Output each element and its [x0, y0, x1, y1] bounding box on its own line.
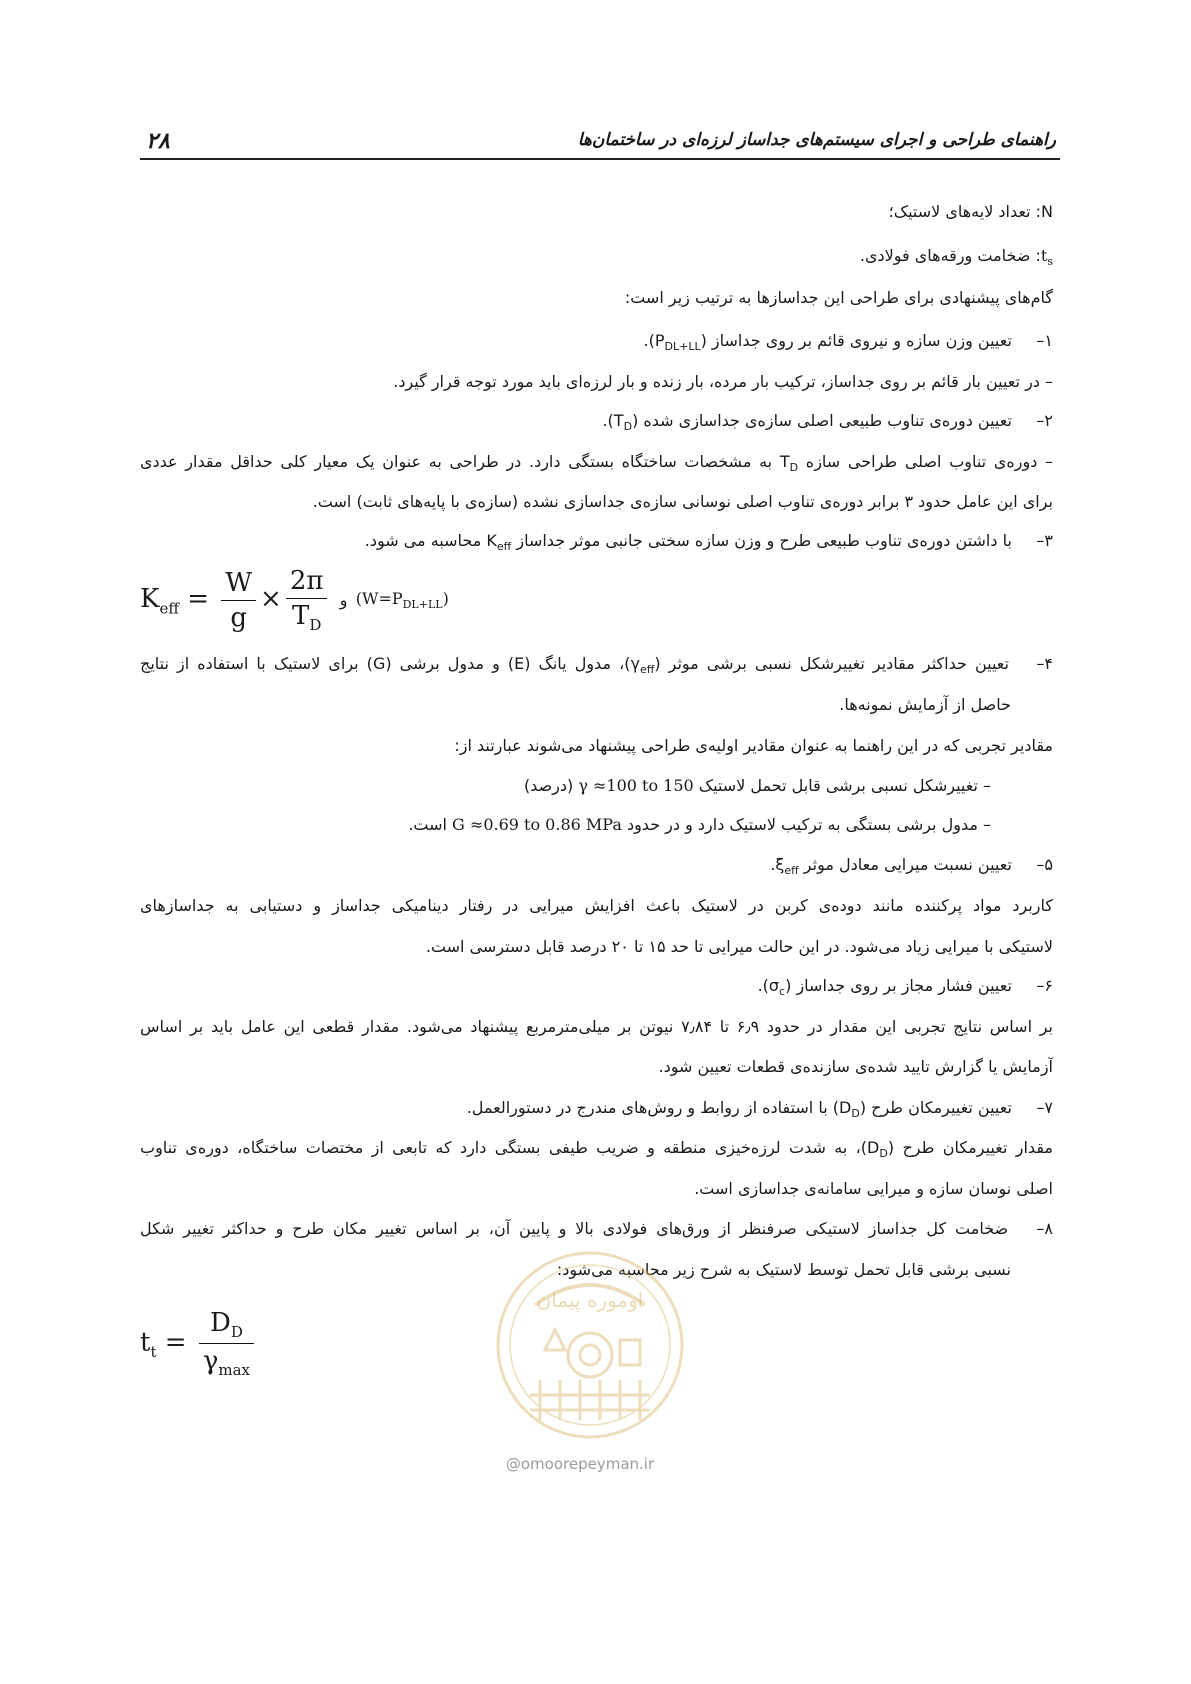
step-text: ضخامت کل جداساز لاستیکی صرفنظر از ورق‌های فولادی بالا و پایین آن، بر اساس تغییر مکان طرح و حداکثر تغییر شکل — [140, 1219, 1009, 1238]
w-note-sub: DL+LL — [402, 598, 443, 612]
step-text-end: ) با استفاده از روابط و روش‌های مندرج در دستورالعمل. — [466, 1098, 839, 1117]
formula-lhs: K — [140, 584, 160, 615]
watermark-logo-text: اوموره پیمان — [536, 1288, 644, 1312]
gamma-value: γ ≈100 to 150 — [578, 776, 694, 795]
step-text-end: محاسبه می شود. — [364, 531, 487, 550]
fraction-2pi-td — [286, 566, 328, 634]
conjunction: و — [339, 590, 348, 610]
def-n: N: تعداد لایه‌های لاستیک؛ — [888, 202, 1053, 221]
times-sign: × — [260, 584, 282, 615]
equals-sign: = — [164, 1327, 187, 1358]
w-note-end: ) — [442, 589, 449, 608]
experimental-intro: مقادیر تجربی که در این راهنما به عنوان مقادیر اولیه‌ی طراحی پیشنهاد می‌شوند عبارتند از: — [454, 736, 1053, 755]
running-title: راهنمای طراحی و اجرای سیستم‌های جداساز لرزه‌ای در ساختمان‌ها — [577, 130, 1056, 150]
g-text-end: است. — [408, 815, 453, 834]
page-number: ۲۸ — [146, 128, 170, 154]
step-text: تعیین تغییرمکان طرح (D — [839, 1098, 1012, 1117]
step-5-para-2: لاستیکی با میرایی زیاد می‌شود. در این حالت میرایی تا حد ۱۵ تا ۲۰ درصد قابل دسترسی است. — [425, 937, 1053, 956]
step-6-para-1: بر اساس نتایج تجربی این مقدار در حدود ۶٫۹ تا ۷٫۸۴ نیوتن بر میلی‌مترمربع پیشنهاد می‌شود. مقدار قطعی این عامل باید بر اساس — [140, 1017, 1054, 1036]
step-number: ۳– — [1036, 531, 1053, 550]
gamma-subscript: max — [218, 1361, 250, 1380]
step-text-end: )، مدول یانگ (E) و مدول برشی (G) برای لاستیک با استفاده از نتایج — [140, 654, 631, 673]
subscript: eff — [496, 540, 512, 554]
step-6 — [758, 974, 1053, 1004]
step-6-para-2: آزمایش یا گزارش تایید شده‌ی سازنده‌ی قطعات تعیین شود. — [658, 1057, 1053, 1076]
ts-subscript: s — [1047, 255, 1053, 269]
fraction-numerator: 2π — [286, 566, 328, 599]
subscript: c — [779, 985, 786, 999]
step-text: تعیین فشار مجاز بر روی جداساز (σ — [768, 976, 1012, 995]
watermark-logo — [490, 1245, 690, 1445]
step-5-para-1: کاربرد مواد پرکننده مانند دوده‌ی کربن در لاستیک باعث افزایش میرایی در رفتار دینامیکی جداساز و دستیابی به جداسازهای — [140, 896, 1053, 915]
experimental-g — [408, 813, 991, 837]
fraction-numerator: W — [221, 568, 256, 601]
step-text-end: ). — [602, 411, 614, 430]
fraction-w-g — [221, 568, 256, 633]
step-number: ۸– — [1036, 1219, 1053, 1238]
formula-tt — [140, 1308, 258, 1379]
para-text-end: )، به شدت لرزه‌خیزی منطقه و ضریب طیفی بستگی دارد که تابعی از مختصات ساختگاه، دوره‌ی تناوب — [140, 1138, 868, 1157]
fraction-denominator: g — [230, 602, 247, 633]
note-text-end: به مشخصات ساختگاه بستگی دارد. در طراحی به عنوان یک معیار کلی حداقل مقدار عددی — [140, 452, 780, 471]
step-2 — [602, 409, 1053, 439]
step-text-end: ). — [757, 976, 769, 995]
para-text: مقدار تغییرمکان طرح (D — [867, 1138, 1053, 1157]
fraction-denominator — [199, 1344, 254, 1379]
formula-keff — [140, 566, 449, 634]
td-symbol: T — [291, 601, 310, 631]
watermark-site: @omoorepeyman.ir — [505, 1455, 655, 1473]
formula-lhs-sub: t — [150, 1342, 157, 1361]
dd-subscript: D — [230, 1323, 243, 1342]
formula-lhs-sub: eff — [159, 599, 179, 618]
step-number: ۲– — [1036, 411, 1053, 430]
subscript: D — [879, 1147, 888, 1161]
page-header — [140, 128, 1060, 160]
step-number: ۴– — [1036, 654, 1054, 673]
step-text-end: ). — [643, 331, 655, 350]
step-2-note-line-2: برای این عامل حدود ۳ برابر دوره‌ی تناوب اصلی نوسانی سازه‌ی جداسازی نشده (سازه‌ی با پایه‌های ثابت) است. — [312, 492, 1053, 511]
subscript: D — [623, 420, 633, 434]
step-7-para-2: اصلی نوسان سازه و میرایی سامانه‌ی جداسازی است. — [694, 1179, 1053, 1198]
step-5 — [770, 853, 1053, 883]
step-7 — [467, 1096, 1053, 1126]
step-text: تعیین وزن سازه و نیروی قائم بر روی جداساز (P — [654, 331, 1012, 350]
td-subscript: D — [309, 616, 322, 635]
step-text: تعیین نسبت میرایی معادل موثر ξ — [775, 855, 1012, 874]
step-text: تعیین حداکثر مقادیر تغییرشکل نسبی برشی موثر (γ — [630, 654, 1009, 673]
gamma-symbol: γ — [202, 1346, 219, 1377]
step-number: ۶– — [1036, 976, 1053, 995]
step-number: ۷– — [1036, 1098, 1053, 1117]
step-number: ۵– — [1036, 855, 1053, 874]
ts-symbol: t — [1040, 246, 1048, 265]
experimental-gamma — [524, 774, 991, 798]
equals-sign: = — [187, 584, 210, 615]
subscript: DL+LL — [664, 340, 701, 354]
g-value: G ≈0.69 to 0.86 MPa — [452, 815, 622, 834]
dd-symbol: D — [209, 1308, 231, 1338]
step-2-note-line-1 — [140, 450, 1053, 480]
step-4-cont: حاصل از آزمایش نمونه‌ها. — [839, 695, 1011, 714]
step-8 — [140, 1217, 1053, 1241]
step-1 — [644, 329, 1053, 359]
fraction-numerator — [199, 1308, 254, 1344]
subscript: D — [789, 461, 799, 475]
step-number: ۱– — [1036, 331, 1053, 350]
ts-definition: : ضخامت ورقه‌های فولادی. — [859, 246, 1041, 265]
step-8-cont: نسبی برشی قابل تحمل توسط لاستیک به شرح زیر محاسبه می‌شود: — [556, 1260, 1011, 1279]
fraction-denominator — [286, 599, 328, 634]
subscript: eff — [639, 663, 655, 677]
step-text-end: . — [770, 855, 776, 874]
subscript: eff — [784, 864, 799, 878]
step-3 — [365, 529, 1053, 559]
g-text: – مدول برشی بستگی به ترکیب لاستیک دارد و در حدود — [621, 815, 991, 834]
step-1-note: – در تعیین بار قائم بر روی جداساز، ترکیب بار مرده، بار زنده و بار لرزه‌ای باید مورد توجه قرار گیرد. — [393, 372, 1053, 391]
step-text: با داشتن دوره‌ی تناوب طبیعی طرح و وزن سازه سختی جانبی موثر جداساز K — [486, 531, 1012, 550]
subscript: D — [851, 1107, 860, 1121]
step-4 — [140, 652, 1053, 682]
steps-intro: گام‌های پیشنهادی برای طراحی این جداسازها به ترتیب زیر است: — [624, 288, 1053, 307]
def-ts — [860, 244, 1053, 274]
gamma-text: – تغییرشکل نسبی برشی قابل تحمل لاستیک — [693, 776, 991, 795]
w-note-text: (W=P — [355, 589, 403, 608]
fraction-dd-gamma — [199, 1308, 254, 1379]
note-text: – دوره‌ی تناوب اصلی طراحی سازه T — [779, 452, 1054, 471]
gamma-unit: (درصد) — [523, 776, 579, 795]
formula-lhs: t — [140, 1327, 151, 1358]
w-definition — [355, 589, 449, 612]
step-7-para-1 — [140, 1136, 1053, 1166]
step-text: تعیین دوره‌ی تناوب طبیعی اصلی سازه‌ی جداسازی شده (T — [613, 411, 1012, 430]
